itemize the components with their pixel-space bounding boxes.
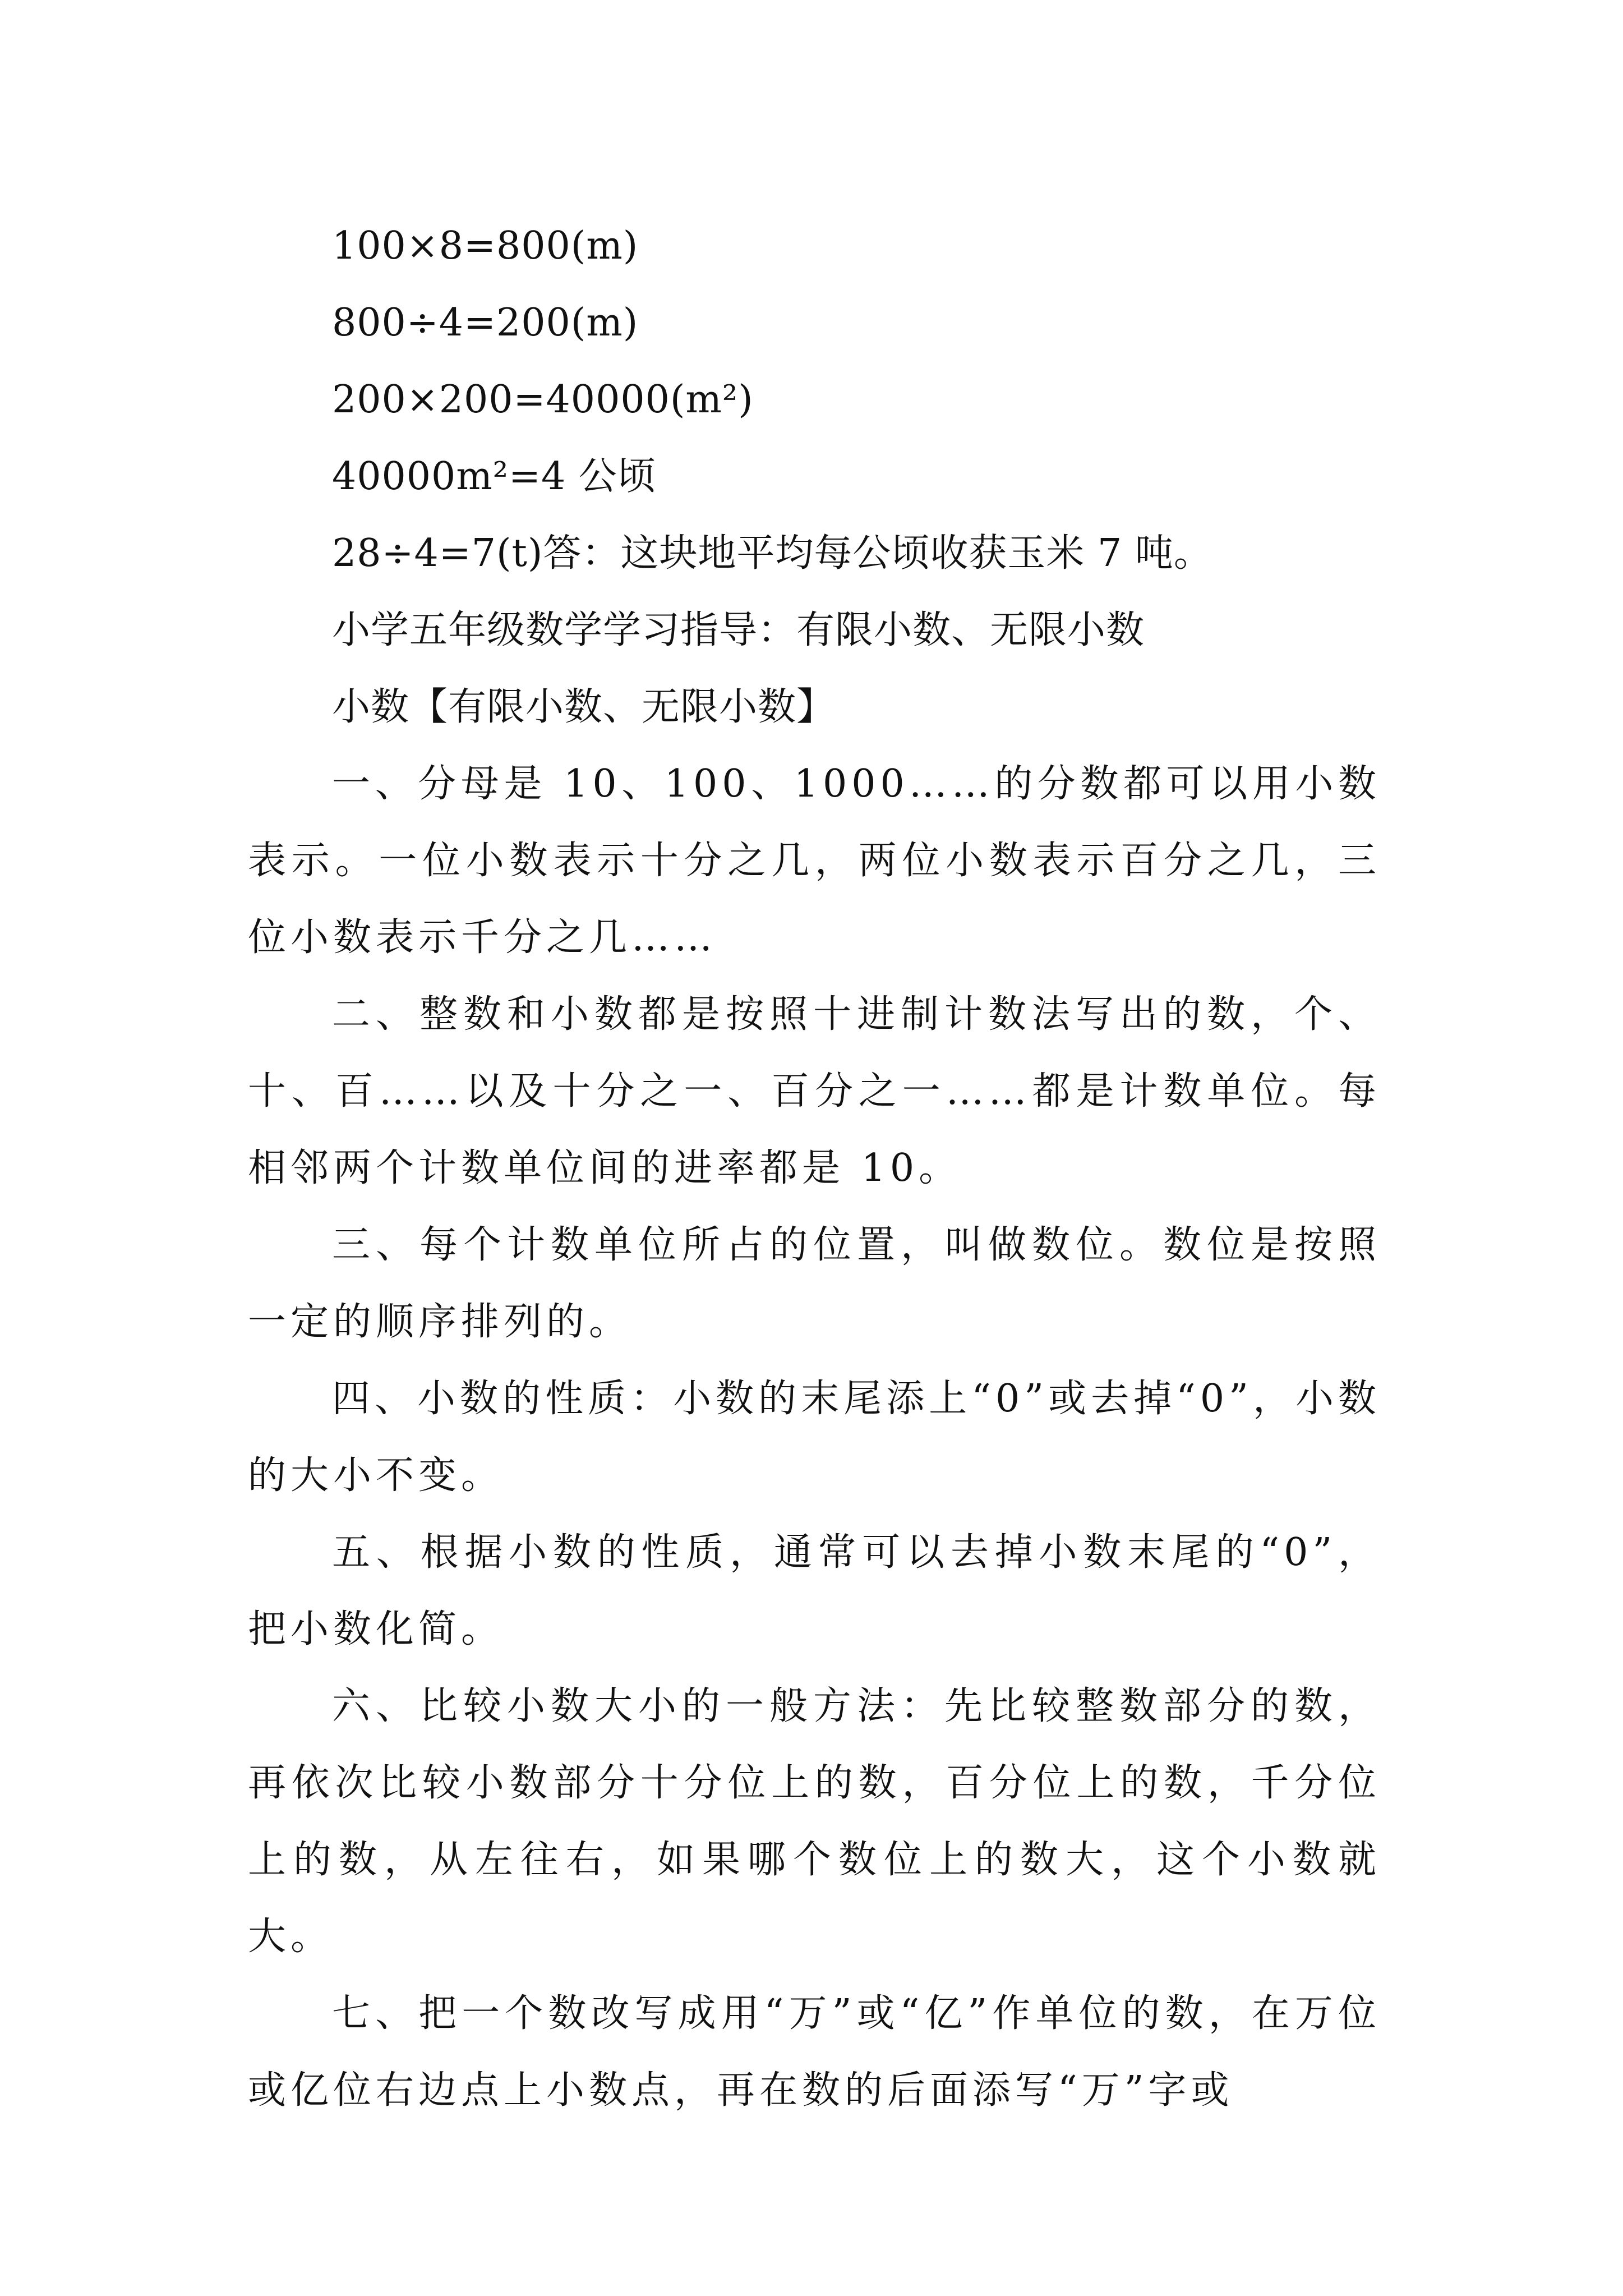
paragraph-5: 五、根据小数的性质，通常可以去掉小数末尾的“0”，把小数化简。 bbox=[248, 1530, 1381, 1651]
calculation-line-2: 800÷4=200(m) bbox=[332, 301, 639, 345]
calculation-line-3: 200×200=40000(m²) bbox=[332, 378, 754, 422]
paragraph-3: 三、每个计数单位所占的位置，叫做数位。数位是按照一定的顺序排列的。 bbox=[248, 1223, 1381, 1344]
answer-line: 28÷4=7(t)答：这块地平均每公顷收获玉米 7 吨。 bbox=[332, 531, 1212, 576]
paragraph-6: 六、比较小数大小的一般方法：先比较整数部分的数，再依次比较小数部分十分位上的数，百分位上的数，千分位上的数，从左往右，如果哪个数位上的数大，这个小数就大。 bbox=[248, 1684, 1381, 1959]
paragraph-7: 七、把一个数改写成用“万”或“亿”作单位的数，在万位或亿位右边点上小数点，再在数的后面添写“万”字或 bbox=[248, 1991, 1381, 2113]
subsection-title: 小数【有限小数、无限小数】 bbox=[332, 685, 836, 729]
calculation-line-1: 100×8=800(m) bbox=[332, 224, 639, 268]
section-title: 小学五年级数学学习指导：有限小数、无限小数 bbox=[332, 608, 1145, 652]
paragraph-2: 二、整数和小数都是按照十进制计数法写出的数，个、十、百……以及十分之一、百分之一……都是计数单位。每相邻两个计数单位间的进率都是 10。 bbox=[248, 992, 1381, 1190]
paragraph-1: 一、分母是 10、100、1000……的分数都可以用小数表示。一位小数表示十分之几，两位小数表示百分之几，三位小数表示千分之几…… bbox=[248, 762, 1381, 960]
paragraph-4: 四、小数的性质：小数的末尾添上“0”或去掉“0”，小数的大小不变。 bbox=[248, 1377, 1381, 1498]
calculation-line-4: 40000m²=4 公顷 bbox=[332, 454, 656, 499]
document-body bbox=[248, 208, 1381, 2129]
